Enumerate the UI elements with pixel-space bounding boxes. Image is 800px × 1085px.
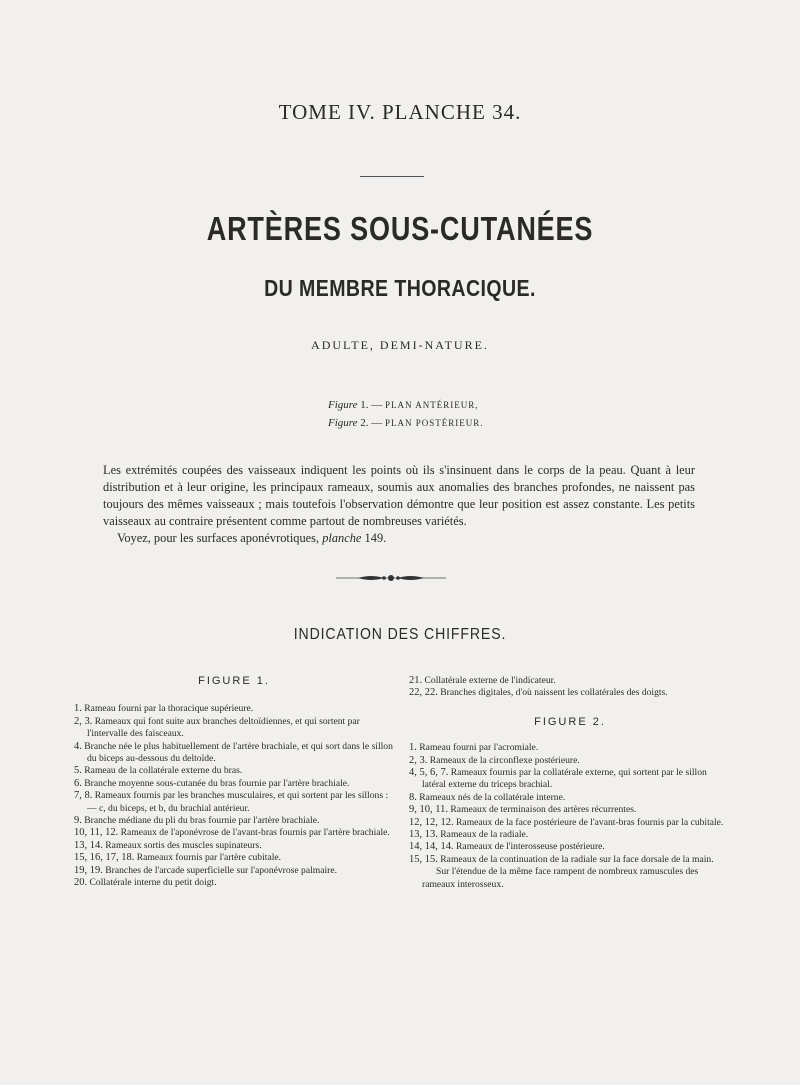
legend-item	[409, 755, 731, 767]
legend-item-number: 4.	[74, 740, 82, 752]
indication-heading: INDICATION DES CHIFFRES.	[293, 626, 507, 643]
legend-item-text: Rameaux de l'aponévrose de l'avant-bras fournis par l'artère brachiale.	[120, 827, 390, 839]
legend-item-text: Rameaux de la circonflexe postérieure.	[429, 754, 580, 766]
legend-item-text: Rameaux de la continuation de la radiale sur la face dorsale de la main.	[440, 853, 714, 865]
legend-item	[409, 767, 731, 792]
legend-item	[74, 741, 394, 766]
voyez-line	[103, 530, 695, 547]
legend-item-number: 15, 16, 17, 18.	[74, 852, 135, 864]
main-title-line2: DU MEMBRE THORACIQUE.	[264, 275, 536, 301]
legend-item-text: Rameau de la collatérale externe du bras.	[84, 765, 243, 777]
legend-item-number: 9.	[74, 815, 82, 827]
legend-item	[74, 765, 394, 777]
legend-item-number: 21.	[409, 675, 423, 686]
legend-item-text: Rameaux fournis par l'artère cubitale.	[136, 852, 282, 864]
legend-item-number: 8.	[409, 791, 417, 803]
legend-item	[409, 841, 731, 853]
legend-item-text: Branche née le plus habituellement de l'artère brachiale, et qui sort dans le sillon du biceps au-dessous du deltoïde.	[84, 740, 393, 765]
figure2-column	[409, 675, 731, 891]
legend-item-text: Rameau fourni par l'acromiale.	[419, 742, 539, 754]
legend-item	[74, 865, 394, 877]
legend-item-number: 6.	[74, 777, 82, 789]
figure2-items	[409, 742, 731, 866]
figure1-heading: FIGURE 1.	[198, 675, 270, 687]
legend-item-text: Collatérale externe de l'indicateur.	[424, 675, 556, 686]
legend-item	[409, 675, 731, 687]
legend-item-number: 1.	[74, 703, 82, 715]
figure2-note: Sur l'étendue de la même face rampent de nombreux ramuscules des rameaux interosseux.	[422, 866, 699, 890]
legend-item-number: 15, 15.	[409, 853, 438, 865]
figure1-column	[74, 675, 394, 890]
figure-dash: —	[371, 417, 383, 429]
figure-number: 2.	[360, 417, 369, 429]
figure1-items	[74, 703, 394, 889]
legend-item	[74, 815, 394, 827]
legend-item-text: Rameaux de l'interosseuse postérieure.	[456, 841, 605, 853]
figure-number: 1.	[360, 399, 369, 411]
legend-item-number: 10, 11, 12.	[74, 827, 119, 839]
figure-list	[328, 396, 484, 432]
legend-item-number: 13, 13.	[409, 829, 438, 841]
ornament-divider	[336, 571, 446, 585]
figure-label: Figure	[328, 417, 358, 429]
subtitle: ADULTE, DEMI-NATURE.	[311, 338, 489, 352]
figure1-cont-items	[409, 675, 731, 700]
legend-item-number: 7, 8.	[74, 790, 93, 802]
legend-item	[74, 790, 394, 815]
legend-item	[74, 716, 394, 741]
legend-item	[409, 817, 731, 829]
main-title: ARTÈRES SOUS-CUTANÉES	[206, 210, 594, 247]
intro-text	[103, 462, 695, 547]
figure-list-item	[328, 396, 484, 414]
figure-label: Figure	[328, 399, 358, 411]
legend-item-text: Branches de l'arcade superficielle sur l'aponévrose palmaire.	[105, 864, 338, 876]
legend-item	[74, 703, 394, 715]
legend-item-number: 2, 3.	[409, 754, 428, 766]
legend-item-text: Rameaux sortis des muscles supinateurs.	[105, 839, 262, 851]
legend-item-text: Rameaux nés de la collatérale interne.	[419, 791, 566, 803]
legend-item-number: 1.	[409, 742, 417, 754]
figure-dash: —	[371, 399, 383, 411]
legend-item	[74, 852, 394, 864]
legend-item-number: 14, 14, 14.	[409, 841, 454, 853]
voyez-plate-number: 149.	[364, 531, 387, 545]
legend-item-number: 4, 5, 6, 7.	[409, 767, 449, 779]
legend-item-text: Branches digitales, d'où naissent les collatérales des doigts.	[440, 687, 668, 699]
figure-caption: PLAN POSTÉRIEUR.	[385, 418, 484, 428]
legend-item-number: 9, 10, 11.	[409, 804, 448, 816]
legend-item	[409, 854, 731, 866]
tome-heading: TOME IV. PLANCHE 34.	[278, 100, 522, 124]
figure-caption: PLAN ANTÉRIEUR,	[385, 400, 479, 410]
legend-item-number: 20.	[74, 877, 88, 889]
legend-item-text: Rameaux fournis par les branches musculaires, et qui sortent par les sillons : — c, du biceps, et b, du brachial antérieur.	[87, 790, 389, 814]
legend-item-number: 19, 19.	[74, 864, 103, 876]
legend-item-text: Rameaux de la face postérieure de l'avant-bras fournis par la cubitale.	[456, 816, 724, 828]
legend-item-number: 5.	[74, 765, 82, 777]
legend-item-text: Branche moyenne sous-cutanée du bras fournie par l'artère brachiale.	[84, 777, 350, 789]
legend-item-text: Collatérale interne du petit doigt.	[89, 877, 217, 889]
legend-item	[409, 829, 731, 841]
legend-item-text: Rameaux de terminaison des artères récurrentes.	[450, 804, 637, 816]
legend-item-number: 22, 22.	[409, 687, 438, 699]
legend-item	[409, 792, 731, 804]
legend-item-text: Rameaux qui font suite aux branches deltoïdiennes, et qui sortent par l'intervalle des faisceaux.	[87, 715, 360, 740]
legend-item	[409, 687, 731, 699]
voyez-prefix: Voyez, pour les surfaces aponévrotiques,	[117, 531, 320, 545]
legend-item	[74, 827, 394, 839]
legend-item-text: Rameaux de la radiale.	[440, 829, 529, 841]
legend-item-text: Branche médiane du pli du bras fournie par l'artère brachiale.	[84, 815, 320, 827]
legend-item	[409, 742, 731, 754]
legend-item	[409, 804, 731, 816]
legend-item-number: 13, 14.	[74, 839, 103, 851]
legend-item	[74, 877, 394, 889]
figure2-heading: FIGURE 2.	[534, 715, 606, 728]
short-rule-divider	[360, 176, 424, 177]
legend-item-text: Rameau fourni par la thoracique supérieure.	[84, 703, 254, 715]
legend-item	[74, 778, 394, 790]
legend-item-text: Rameaux fournis par la collatérale externe, qui sortent par le sillon latéral externe du triceps brachial.	[422, 767, 707, 791]
legend-item-number: 2, 3.	[74, 715, 93, 727]
legend-item	[74, 840, 394, 852]
figure-list-item	[328, 414, 484, 432]
intro-paragraph: Les extrémités coupées des vaisseaux indiquent les points où ils s'insinuent dans le corps de la peau. Quant à leur distribution et à leur origine, les principaux rameaux, soumis aux anomalies des branches profondes, ne naissent pas toujours des mêmes vaisseaux ; mais toutefois l'observation démontre que leur position est assez constante. Les petits vaisseaux au contraire présentent comme partout de nombreuses variétés.	[103, 463, 695, 528]
legend-item-number: 12, 12, 12.	[409, 816, 454, 828]
voyez-reference: planche	[322, 531, 362, 545]
